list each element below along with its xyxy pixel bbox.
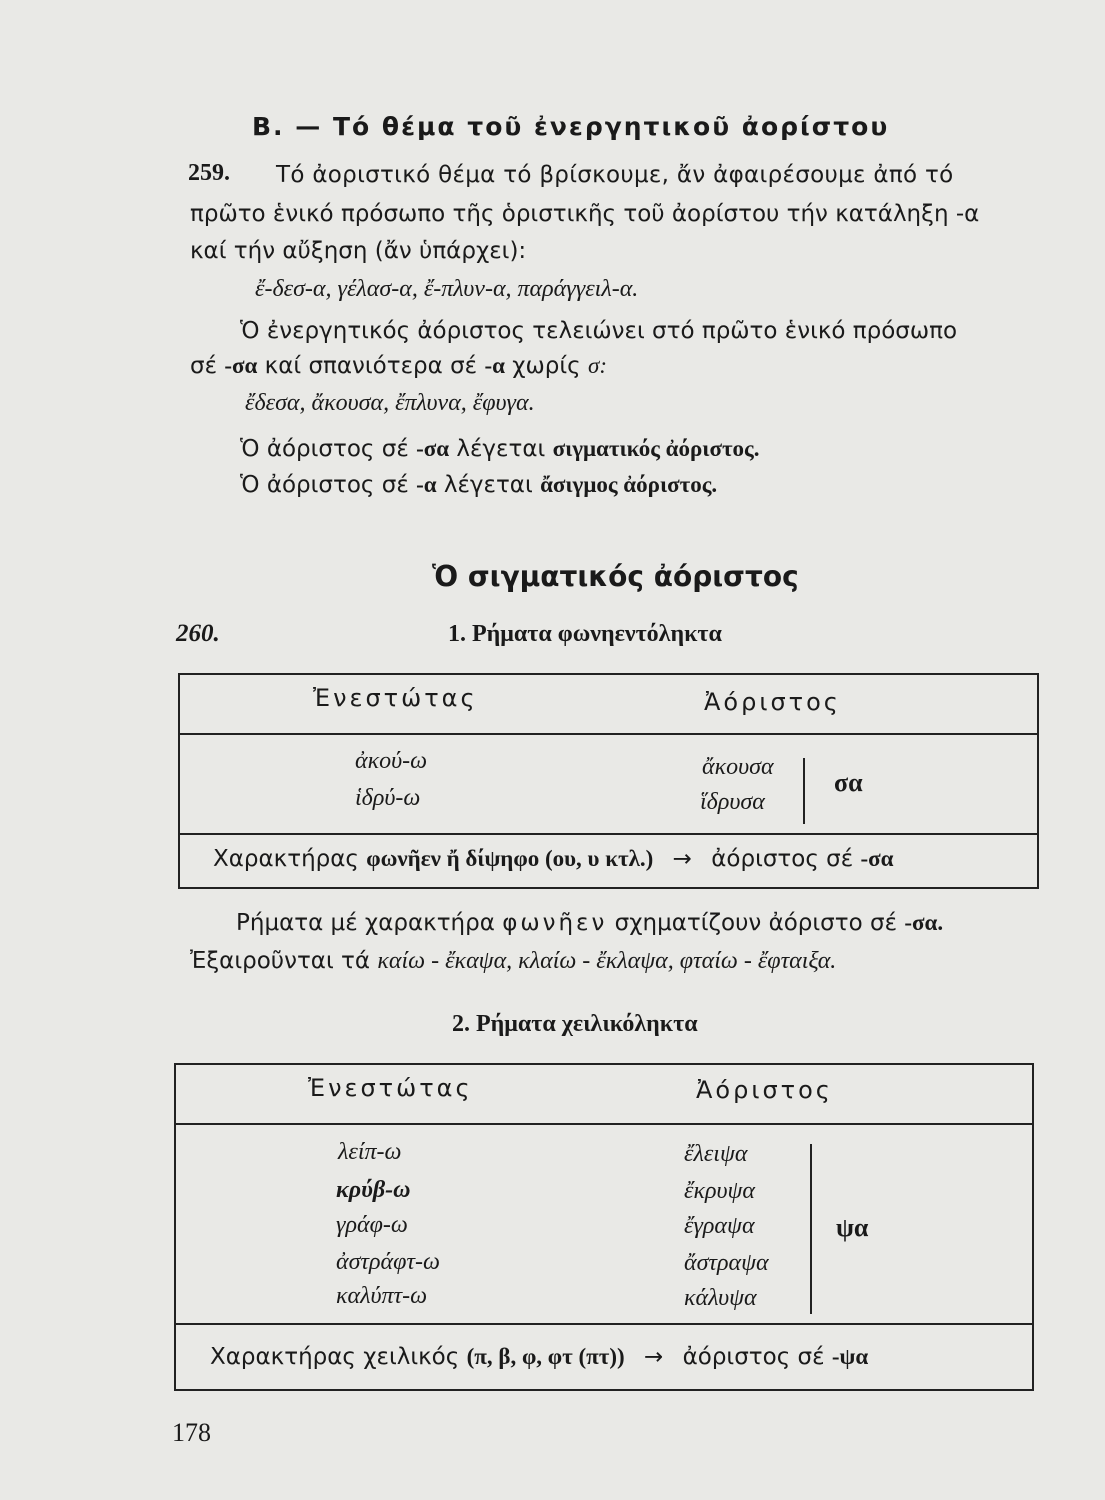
table2-aorist-4: ἄστραψα xyxy=(684,1250,769,1276)
rule-text-e: χωρίς xyxy=(512,353,581,379)
rule-sigma: σ: xyxy=(588,353,608,378)
rule-line-1: Ὁ ἐνεργητικός ἀόριστος τελειώνει στό πρῶτο ἑνικό πρόσωπο xyxy=(240,318,958,344)
def2-text: Ὁ ἀόριστος σέ xyxy=(240,472,409,498)
table2-present-2: κρύβ-ω xyxy=(336,1177,411,1203)
examples-stems: ἔ-δεσ-α, γέλασ-α, ἔ-πλυν-α, παράγγειλ-α. xyxy=(255,276,639,302)
paragraph-number-259: 259. xyxy=(188,160,230,186)
table1-footer-label: Χαρακτήρας xyxy=(213,846,359,872)
table1-col-aorist: Ἀόριστος xyxy=(704,688,841,716)
rule-ending-a: -α xyxy=(484,353,505,378)
table1-aorist-1 xyxy=(702,754,774,781)
table2-col-aorist: Ἀόριστος xyxy=(696,1076,833,1104)
rule-text-a: σέ xyxy=(190,353,218,379)
table1-footer-ending: -σα xyxy=(860,846,894,871)
table1-footer-characters: φωνῆεν ἤ δίψηφο (ου, υ κτλ.) xyxy=(366,846,654,871)
definition-sigmatic xyxy=(240,436,760,462)
page-number: 178 xyxy=(172,1418,211,1447)
p259-line-2: πρῶτο ἑνικό πρόσωπο τῆς ὁριστικῆς τοῦ ἀορίστου τήν κατάληξη -α xyxy=(190,201,980,227)
table2-header-rule xyxy=(174,1123,1032,1125)
table-labial-stems xyxy=(174,1063,1034,1391)
table1-aorist-2 xyxy=(700,789,765,816)
note-text-c: σχηματίζουν ἀόριστο σέ xyxy=(614,910,898,936)
section-title: Β. — Τό θέμα τοῦ ἐνεργητικοῦ ἀορίστου xyxy=(252,112,890,141)
table1-col-present: Ἐνεστώτας xyxy=(313,684,478,712)
table1-footer-rule xyxy=(178,833,1037,835)
arrow-right-icon: → xyxy=(672,846,692,872)
table2-footer-result: ἀόριστος σέ xyxy=(682,1344,825,1370)
note-spaced-word: φωνῆεν xyxy=(502,910,608,936)
def1-term: σιγματικός ἀόριστος. xyxy=(552,436,760,461)
table2-aorist-1: ἔλειψα xyxy=(684,1141,748,1167)
table1-header-rule xyxy=(178,733,1037,735)
note-exceptions: καίω - ἔκαψα, κλαίω - ἔκλαψα, φταίω - ἔφταιξα. xyxy=(377,948,837,974)
definition-asigmatic xyxy=(240,472,717,498)
table2-col-present: Ἐνεστώτας xyxy=(308,1074,473,1102)
table1-aorist-2-text: ἵδρυσα xyxy=(700,789,765,815)
examples-aorists: ἔδεσα, ἄκουσα, ἔπλυνα, ἔφυγα. xyxy=(245,390,535,416)
p259-line-3: καί τήν αὔξηση (ἄν ὑπάρχει): xyxy=(190,238,527,264)
table2-aorist-3: ἔγραψα xyxy=(684,1213,755,1239)
heading-labial-stem-verbs: 2. Ρήματα χειλικόληκτα xyxy=(452,1011,698,1037)
table2-brace xyxy=(800,1144,812,1314)
table2-aorist-2: ἔκρυψα xyxy=(684,1178,756,1204)
table2-present-4: ἀστράφτ-ω xyxy=(336,1249,440,1275)
note-exceptions-label: Ἐξαιροῦνται τά xyxy=(190,948,371,974)
table1-present-1: ἀκού-ω xyxy=(355,748,428,774)
def2-verb: λέγεται xyxy=(443,472,533,498)
table1-brace xyxy=(795,758,805,824)
def1-verb: λέγεται xyxy=(456,436,546,462)
heading-vowel-stem-verbs: 1. Ρήματα φωνηεντόληκτα xyxy=(448,621,722,647)
note-ending: -σα. xyxy=(904,910,944,935)
p259-line-1: Τό ἀοριστικό θέμα τό βρίσκουμε, ἄν ἀφαιρέσουμε ἀπό τό xyxy=(276,162,954,188)
table1-footer xyxy=(213,846,894,872)
subheading-sigmatic-aorist: Ὁ σιγματικός ἀόριστος xyxy=(432,560,799,593)
rule-ending-sa: -σα xyxy=(224,353,258,378)
rule-text-c: καί σπανιότερα σέ xyxy=(264,353,478,379)
paragraph-number-260: 260. xyxy=(176,620,220,647)
table2-footer-label: Χαρακτήρας χειλικός xyxy=(210,1344,460,1370)
arrow-right-icon: → xyxy=(644,1344,664,1370)
note-text-a: Ρήματα μέ χαρακτήρα xyxy=(236,910,495,936)
note-line-1 xyxy=(236,910,943,936)
table2-brace-label: ψα xyxy=(836,1213,869,1242)
def1-text: Ὁ ἀόριστος σέ xyxy=(240,436,409,462)
def1-ending: -σα xyxy=(416,436,450,461)
table1-footer-result: ἀόριστος σέ xyxy=(711,846,854,872)
def2-term: ἄσιγμος ἀόριστος. xyxy=(540,472,718,497)
table2-present-5: καλύπτ-ω xyxy=(336,1283,428,1309)
rule-line-2 xyxy=(190,353,607,379)
table2-present-3: γράφ-ω xyxy=(336,1212,408,1238)
table2-footer-ending: -ψα xyxy=(831,1344,869,1369)
table2-present-1: λείπ-ω xyxy=(338,1139,402,1165)
table1-aorist-1-text: ἄκουσα xyxy=(702,754,774,780)
def2-ending: -α xyxy=(416,472,437,497)
table2-footer-rule xyxy=(174,1323,1032,1325)
table2-footer xyxy=(210,1344,868,1370)
table2-footer-characters: (π, β, φ, φτ (πτ)) xyxy=(466,1344,625,1369)
table1-present-2: ἱδρύ-ω xyxy=(355,785,421,811)
note-line-2 xyxy=(190,948,836,975)
table2-aorist-5: κάλυψα xyxy=(684,1285,757,1311)
table1-brace-label: σα xyxy=(834,768,863,797)
